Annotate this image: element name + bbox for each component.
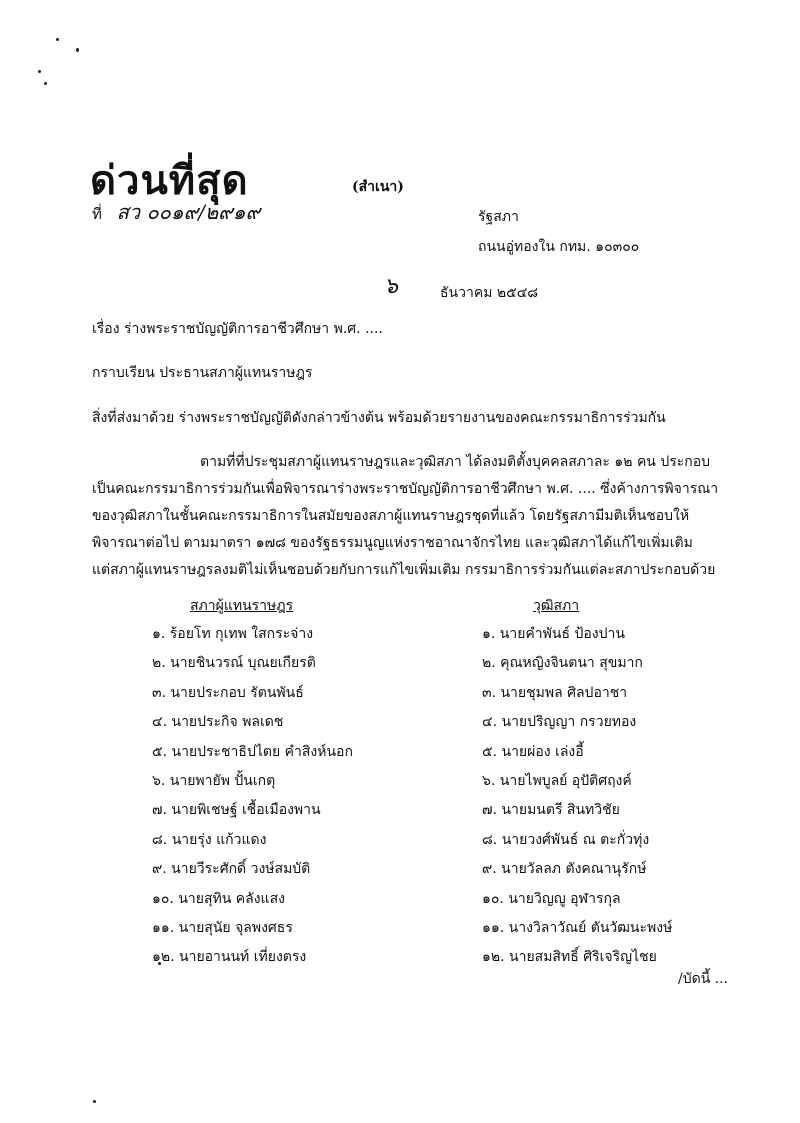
senate-member-list <box>482 620 672 973</box>
scan-speck <box>44 82 47 85</box>
subject-line: เรื่อง ร่างพระราชบัญญัติการอาชีวศึกษา พ.ศ. .... <box>92 321 383 337</box>
list-item: ๑. นายคำพันธ์ ป้องปาน <box>482 626 625 642</box>
scan-speck <box>93 1100 96 1103</box>
house-member-list <box>152 620 353 973</box>
list-item: ๑๑. นางวิลาวัณย์ ตันวัฒนะพงษ์ <box>482 919 673 936</box>
body-line: เป็นคณะกรรมาธิการร่วมกันเพื่อพิจารณาร่างพระราชบัญญัติการอาชีวศึกษา พ.ศ. .... ซึ่งค้างการพิจารณา <box>92 481 719 497</box>
body-line: ตามที่ที่ประชุมสภาผู้แทนราษฎรและวุฒิสภา ได้ลงมติตั้งบุคคลสภาละ ๑๒ คน ประกอบ <box>200 454 711 470</box>
list-item: ๑๑. นายสุนัย จุลพงศธร <box>152 919 293 936</box>
reference-number <box>92 196 260 228</box>
list-item: ๖. นายไพบูลย์ อุปัติศฤงค์ <box>482 772 632 789</box>
body-paragraph <box>92 449 719 584</box>
list-item: ๕. นายประชาธิปไตย คำสิงห์นอก <box>152 743 353 760</box>
list-item: ๗. นายพิเชษฐ์ เชื้อเมืองพาน <box>152 802 321 819</box>
list-item: ๙. นายวัลลภ ตังคณานุรักษ์ <box>482 861 647 878</box>
ref-prefix: ที่ <box>92 205 102 223</box>
list-item: ๓. นายประกอบ รัตนพันธ์ <box>152 684 304 701</box>
ref-number: สว ๐๐๑๙/๒๙๑๙ <box>116 200 261 224</box>
body-line: พิจารณาต่อไป ตามมาตรา ๑๗๘ ของรัฐธรรมนูญแห่งราชอาณาจักรไทย และวุฒิสภาได้แก้ไขเพิ่มเติม <box>92 535 693 551</box>
copy-label: (สำเนา) <box>352 179 404 195</box>
salutation-line: กราบเรียน ประธานสภาผู้แทนราษฎร <box>92 365 313 381</box>
urgent-stamp: ด่วนที่สุด <box>90 157 249 204</box>
list-item: ๙. นายวีระศักดิ์ วงษ์สมบัติ <box>152 861 311 878</box>
list-item: ๖. นายพายัพ ปั้นเกตุ <box>152 772 276 789</box>
continuation-marker: /บัดนี้ ... <box>678 971 729 987</box>
sender-address: ถนนอู่ทองใน กทม. ๑๐๓๐๐ <box>478 239 640 255</box>
date-month-year: ธันวาคม ๒๕๔๘ <box>440 285 539 301</box>
date-day: ๖ <box>384 274 398 299</box>
scan-speck <box>76 48 79 52</box>
list-item: ๗. นายมนตรี สินทวิชัย <box>482 802 620 819</box>
list-item: ๑๒. นายสมสิทธิ์ ศิริเจริญไชย <box>482 949 657 966</box>
scan-speck <box>56 38 59 41</box>
sender-org: รัฐสภา <box>478 209 519 225</box>
list-item: ๑. ร้อยโท กุเทพ ใสกระจ่าง <box>152 626 314 642</box>
scan-speck <box>38 70 41 73</box>
list-item: ๒. นายชินวรณ์ บุณยเกียรติ <box>152 655 316 672</box>
list-item: ๕. นายผ่อง เล่งอี้ <box>482 743 584 760</box>
list-item: ๑๒. นายอานนท์ เที่ยงตรง <box>152 949 307 966</box>
list-item: ๒. คุณหญิงจินตนา สุขมาก <box>482 655 643 672</box>
list-item: ๔. นายประกิจ พลเดช <box>152 714 284 731</box>
list-item: ๘. นายวงศ์พันธ์ ณ ตะกั่วทุ่ง <box>482 831 650 848</box>
house-heading: สภาผู้แทนราษฎร <box>190 598 294 614</box>
list-item: ๑๐. นายวิญญู อุฬารกุล <box>482 890 621 907</box>
senate-heading: วุฒิสภา <box>533 598 580 614</box>
list-item: ๘. นายรุ่ง แก้วแดง <box>152 831 267 848</box>
enclosure-line: สิ่งที่ส่งมาด้วย ร่างพระราชบัญญัติดังกล่าวข้างต้น พร้อมด้วยรายงานของคณะกรรมาธิการร่วมกัน <box>92 410 666 426</box>
list-item: ๓. นายชุมพล ศิลปอาชา <box>482 684 628 701</box>
list-item: ๔. นายปริญญา กรวยทอง <box>482 714 637 731</box>
body-line: แต่สภาผู้แทนราษฎรลงมติไม่เห็นชอบด้วยกับการแก้ไขเพิ่มเติม กรรมาธิการร่วมกันแต่ละสภาประกอบด้วย <box>92 562 716 578</box>
list-item: ๑๐. นายสุทิน คลังแสง <box>152 890 285 907</box>
body-line: ของวุฒิสภาในชั้นคณะกรรมาธิการในสมัยของสภาผู้แทนราษฎรชุดที่แล้ว โดยรัฐสภามีมติเห็นชอบให้ <box>92 508 690 524</box>
